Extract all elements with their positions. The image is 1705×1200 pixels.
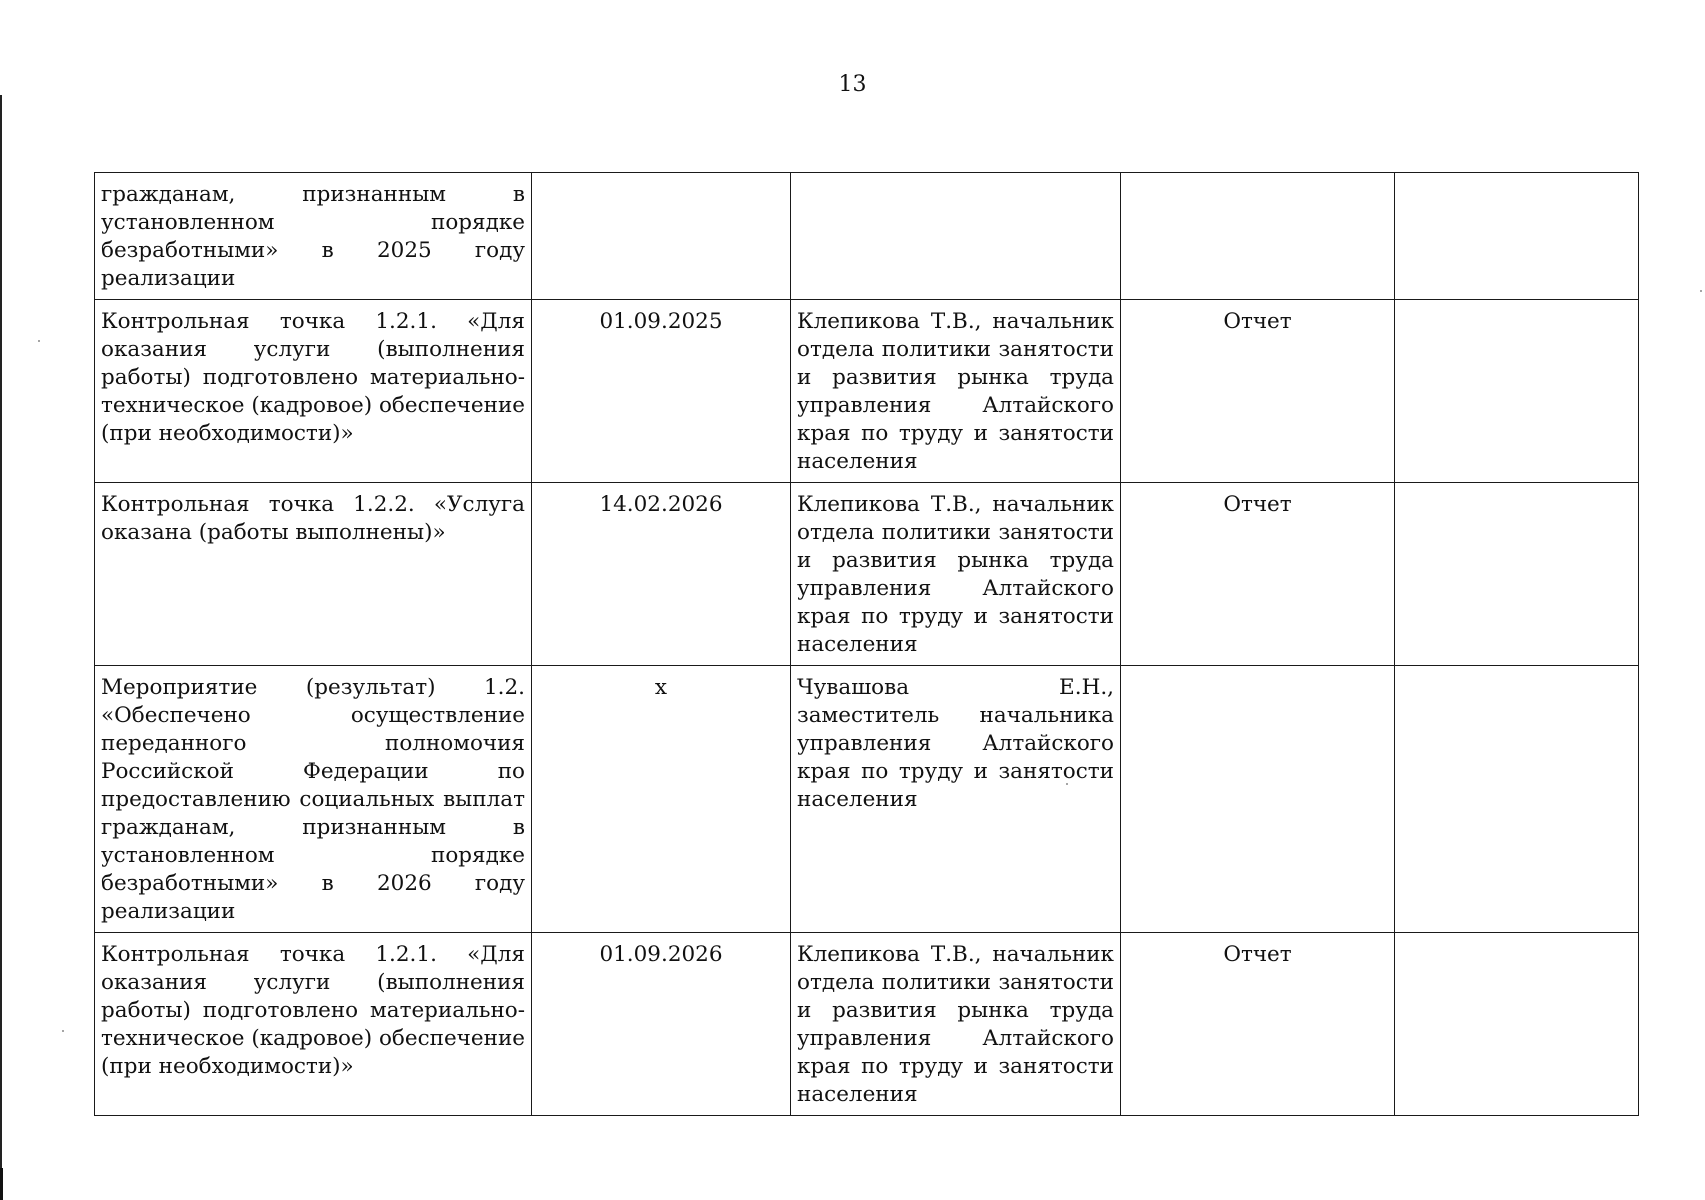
responsible-cell bbox=[791, 173, 1121, 300]
deadline-cell bbox=[532, 173, 791, 300]
responsible-cell: Клепикова Т.В., начальник отдела политики занятости и развития рынка труда управления Алтайского края по труду и занятости населения bbox=[791, 933, 1121, 1116]
table-row bbox=[95, 933, 1639, 1116]
extra-cell bbox=[1395, 933, 1639, 1116]
event-name-cell: Контрольная точка 1.2.1. «Для оказания услуги (выполнения работы) подготовлено материально-техническое (кадровое) обеспечение (при необходимости)» bbox=[95, 300, 532, 483]
event-name-cell: Контрольная точка 1.2.1. «Для оказания услуги (выполнения работы) подготовлено материально-техническое (кадровое) обеспечение (при необходимости)» bbox=[95, 933, 532, 1116]
event-name-cell: Мероприятие (результат) 1.2. «Обеспечено осуществление переданного полномочия Российской Федерации по предоставлению социальных выплат гражданам, признанным в установленном порядке безработными» в 2026 году реализации bbox=[95, 666, 532, 933]
deadline-cell: 01.09.2025 bbox=[532, 300, 791, 483]
extra-cell bbox=[1395, 666, 1639, 933]
deadline-cell: 14.02.2026 bbox=[532, 483, 791, 666]
extra-cell bbox=[1395, 483, 1639, 666]
schedule-table bbox=[94, 172, 1639, 1116]
document-cell: Отчет bbox=[1121, 933, 1395, 1116]
document-cell bbox=[1121, 666, 1395, 933]
event-name-cell: гражданам, признанным в установленном порядке безработными» в 2025 году реализации bbox=[95, 173, 532, 300]
document-cell: Отчет bbox=[1121, 483, 1395, 666]
responsible-cell: Клепикова Т.В., начальник отдела политики занятости и развития рынка труда управления Алтайского края по труду и занятости населения bbox=[791, 483, 1121, 666]
extra-cell bbox=[1395, 300, 1639, 483]
page-number: 13 bbox=[838, 72, 867, 97]
document-cell: Отчет bbox=[1121, 300, 1395, 483]
table-row bbox=[95, 173, 1639, 300]
extra-cell bbox=[1395, 173, 1639, 300]
document-cell bbox=[1121, 173, 1395, 300]
table-row bbox=[95, 300, 1639, 483]
scan-edge-mark bbox=[0, 1168, 3, 1200]
event-name-cell: Контрольная точка 1.2.2. «Услуга оказана (работы выполнены)» bbox=[95, 483, 532, 666]
deadline-cell: 01.09.2026 bbox=[532, 933, 791, 1116]
responsible-cell: Чувашова Е.Н., заместитель начальника управления Алтайского края по труду и занятости населения bbox=[791, 666, 1121, 933]
scan-edge-line bbox=[0, 95, 2, 1200]
table-row bbox=[95, 483, 1639, 666]
responsible-cell: Клепикова Т.В., начальник отдела политики занятости и развития рынка труда управления Алтайского края по труду и занятости населения bbox=[791, 300, 1121, 483]
scan-speck bbox=[38, 340, 40, 342]
deadline-cell: х bbox=[532, 666, 791, 933]
scan-speck bbox=[62, 1030, 64, 1032]
scan-speck bbox=[1700, 290, 1702, 292]
table-row bbox=[95, 666, 1639, 933]
